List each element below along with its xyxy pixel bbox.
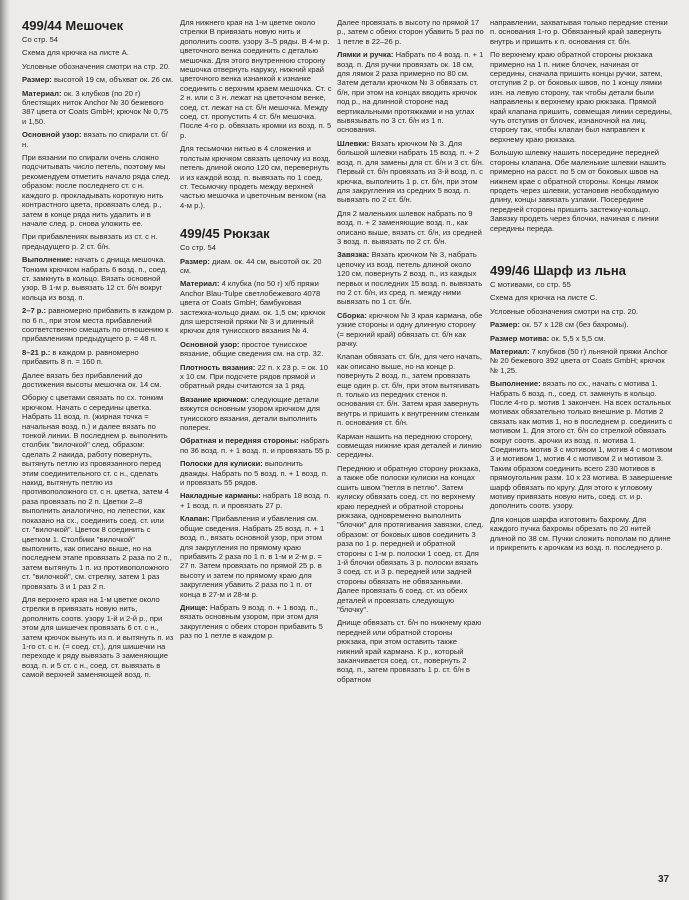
paragraph-lead: Материал:	[180, 279, 220, 289]
paragraph-lead: 8–21 р.:	[22, 347, 51, 357]
instruction-section	[337, 352, 484, 427]
instruction-paragraph	[22, 89, 174, 127]
paragraph-text: выполнить дважды. Набрать по 5 возд. п. + 1 возд. п. и провязать 55 рядов.	[180, 459, 328, 488]
paragraph-text: ок. 3 клубков (по 20 г) блестящих ниток Anchor № 30 бежевого 387 цвета от Coats GmbH; крючок № 0,75 и 1,50.	[22, 88, 169, 126]
paragraph-text: Днище обвязать ст. б/н по нижнему краю передней или обратной стороны рюкзака, при этом оставить также нижний край кармана. К р., который заканчивается соед. ст., повернуть 2 возд. п., затем провязать 1 р. ст. б/н в обратном	[337, 618, 482, 684]
instruction-paragraph	[180, 257, 332, 276]
instruction-paragraph	[22, 255, 174, 302]
instruction-paragraph	[490, 320, 674, 329]
paragraph-text: Набрать по 4 возд. п. + 1 возд. п. Для ручки провязать ок. 18 см, для лямок 2 раза примерно по 80 см. Затем детали крючком № 3 обвязать ст. б/н, при этом на концах вводить крючок под р., на длинной стороне над вертикальными протяжками и на углах вывязывать по 3 ст. б/н из 1 п. основания.	[337, 50, 484, 135]
pattern-subtitle: С мотивами, со стр. 55	[490, 279, 571, 289]
paragraph-lead: Плотность вязания:	[180, 362, 256, 372]
paragraph-text: ок. 57 х 128 см (без бахромы).	[522, 320, 629, 330]
paragraph-text: Для концов шарфа изготовить бахрому. Для каждого пучка бахромы обрезать по 20 нитей длиной по 38 см. Пучки сложить пополам по длине и прикрепить к арочкам из возд. п. последнего р.	[490, 514, 671, 553]
instruction-paragraph	[180, 279, 332, 335]
paragraph-lead: Размер:	[22, 75, 52, 85]
paragraph-text: Условные обозначения смотри на стр. 20.	[22, 61, 171, 71]
instruction-section	[337, 432, 484, 460]
paragraph-text: Вязать крючком № 3. Для большой шлевки набрать 15 возд. п. + 2 возд. п. для замены для ст. б/н и 3 ст. б/н. Первый ст. б/н провязать из 3-й возд. п. с крючка, выполнить 1 р. ст. б/н, при этом для закругления из средних 5 возд. п. вывязать по 2 ст. б/н.	[337, 138, 484, 205]
paragraph-text: вязать по сх., начать с мотива 1. Набрать 6 возд. п., соед. ст. замкнуть в кольцо. После 4-го р. мотив 1 закончен. На всех остальных мотивах обязательно только внешние р. Мотив 2 связать как мотив 1, но в последнем р. соединить с мотивом 1. Для этого ст. б/н со стрелкой обвязать вокруг соотв. арочки из возд. п. мотива 1. Соединить мотив 3 с мотивом 1, мотив 4 с мотивом 3 и мотивом 1, мотив 4 с мотивом 2 и мотивом 3. Таким образом соединить всего 230 мотивов в прямоугольник разм. 10 х 23 мотива. В завершение шарф обвязать по кругу. Для этого к угловому мотиву привязать новую нить, соед. ст. и р. дополнить соотв. узору.	[490, 379, 673, 511]
instruction-paragraph	[180, 340, 332, 359]
instruction-paragraph	[490, 379, 674, 511]
pattern-title-scarf: 499/46 Шарф из льна	[490, 262, 626, 278]
paragraph-text: Прибавления и убавления см. общие сведения. Набрать 25 возд. п. + 1 возд. п., вязать основной узор, при этом для закругления по прямому краю прибавить 2 раза по 1 п. в 1-м и 2-м р. = 27 п. Затем провязать по прямой 25 р. в высоту и затем по прямому краю для закругления убавить 2 раза по 1 п. от конца в 27-м и 28-м р.	[180, 514, 325, 599]
paragraph-text: набрать по 36 возд. п. + 1 возд. п. и провязать 55 р.	[180, 436, 332, 455]
instruction-paragraph	[490, 293, 674, 302]
paragraph-lead: Выполнение:	[22, 255, 73, 265]
paragraph-text: При прибавлениях вывязать из ст. с н. предыдущего р. 2 ст. б/н.	[22, 232, 158, 251]
paragraph-lead: 2–7 р.:	[22, 306, 47, 316]
instruction-paragraph	[22, 130, 174, 149]
instruction-paragraph	[22, 595, 174, 680]
section-heading: Лямки и ручка:	[337, 50, 394, 60]
paragraph-list	[22, 48, 174, 679]
instruction-paragraph	[490, 515, 674, 553]
section-heading: Завязка:	[337, 250, 370, 260]
pattern-title-bag: 499/44 Мешочек	[22, 18, 124, 33]
instruction-paragraph	[490, 50, 674, 144]
paragraph-lead: Материал:	[22, 88, 62, 98]
instruction-paragraph	[490, 307, 674, 316]
paragraph-text: направлении, захватывая только передние стенки п. основания 1-го р. Обвязанный край завернуть внутрь и пришить к п. основания ст. б/н.	[490, 18, 668, 46]
page-spine-shadow	[0, 0, 10, 900]
paragraph-lead: Накладные карманы:	[180, 491, 261, 501]
paragraph-list	[180, 257, 332, 641]
paragraph-text: Вязать крючком № 3, набрать цепочку из возд. петель длиной около 120 см, повернуть 2 возд. п., из каждых первых и последних 15 возд. п. вывязать по 2 ст. б/н, из сред. п. между ними вывязать по 1 ст. б/н.	[337, 250, 483, 307]
paragraph-lead: Клапан:	[180, 514, 210, 524]
paragraph-text: Для нижнего края на 1-м цветке около стрелки В привязать новую нить и дополнить соотв. узору 3–5 ряды. В 4-м р. цветочного венка соединить с деталью мешочка. Для этого внутреннюю сторону мешочка отвернуть наружу, нижний край цветочного венка изнанкой к изнанке соединить с верхним краем мешочка. Ст. с 2 н. или с 3 н. лежат на цветочном венке, соед. ст. лежат на ст. б/н мешочка. Между соед. ст. пропустить 4 ст. б/н мешочка. После 4-го р. обвязать кромки из возд. п. 5 р.	[180, 18, 332, 140]
column-4	[490, 18, 674, 557]
instruction-paragraph	[180, 144, 332, 210]
paragraph-text: крючком № 3 края кармана, обе узкие стороны и одну длинную сторону (= верхний край) обвязать ст. б/н как рачку.	[337, 310, 483, 348]
paragraph-text: 4 клубка (по 50 г) х/б пряжи Anchor Blau-Tulpe светлобежевого 4078 цвета от Coats GmbH; бамбуковая застежка-кольцо диам. ок. 1,5 см; крючок для шерстяной пряжи № 3 и длинный крючок для тунисского вязания № 4.	[180, 279, 326, 336]
instruction-paragraph	[180, 395, 332, 433]
instruction-paragraph	[180, 459, 332, 487]
paragraph-list	[490, 293, 674, 552]
paragraph-lead: Обратная и передняя стороны:	[180, 436, 299, 446]
paragraph-lead: Полоски для кулиски:	[180, 459, 263, 469]
instruction-paragraph	[22, 393, 174, 591]
paragraph-text: Карман нашить на переднюю сторону, совмещая нижние края деталей и линию середины.	[337, 431, 482, 460]
instruction-paragraph	[180, 363, 332, 391]
instruction-paragraph	[22, 153, 174, 228]
paragraph-list	[337, 18, 484, 46]
paragraph-text: Переднюю и обратную сторону рюкзака, а также обе полоски кулиски на концах сшить швом "петля в петлю". Затем кулиску обвязать соед. ст. по верхнему краю передней и обратной стороны рюкзака, одновременно выполнить "блочки" для протягивания завязки, след. образом: от боковых швов соединить 3 раза по 1 р. передней и обратной стороны с 1-м р. полоски 1 соед. ст. Для 1-й блочки обвязать 3 р. полоски вязать 3 соед. ст. и 3 р. передней или задней стороны обвязать не обвязанными. Далее провязать 6 соед. ст. из обеих деталей и провязать следующую "блочку".	[337, 463, 484, 614]
paragraph-text: следующие детали вяжутся основным узором крючком для тунисского вязания, детали выполнить поперек.	[180, 394, 321, 433]
paragraph-list	[180, 18, 332, 210]
pattern-title-backpack: 499/45 Рюкзак	[180, 226, 270, 242]
column-3	[337, 18, 484, 688]
paragraph-text: 22 п. х 23 р. = ок. 10 х 10 см. При подсчете рядов прямой и обратный ряды считаются за 1 ряд.	[180, 362, 328, 391]
instruction-paragraph	[22, 48, 174, 57]
instruction-paragraph	[22, 348, 174, 367]
section-list	[337, 50, 484, 684]
paragraph-text: Схема для крючка на листе С.	[490, 293, 598, 303]
instruction-paragraph	[490, 18, 674, 46]
instruction-paragraph	[22, 371, 174, 390]
paragraph-text: Далее вязать без прибавлений до достижения высоты мешочка ок. 14 см.	[22, 370, 162, 389]
pattern-subtitle: Со стр. 54	[22, 35, 58, 44]
instruction-paragraph	[22, 75, 174, 84]
paragraph-text: 7 клубков (50 г) льняной пряжи Anchor № 20 бежевого 392 цвета от Coats GmbH; крючок № 1,25.	[490, 346, 668, 375]
paragraph-text: При вязании по спирали очень сложно подсчитывать число петель, поэтому мы рекомендуем отметить начало ряда след. образом: после последнего ст. с н. каждого р. прокладывать короткую нить контрастного цвета, провязать след. р., затем в конце ряда нить удалить и в начале след. р. снова уложить ее.	[22, 153, 171, 228]
paragraph-lead: Размер:	[180, 256, 210, 266]
paragraph-text: Для тесьмочки нитью в 4 сложения и толстым крючком связать цепочку из возд. петель длиной около 120 см, перевернуть и из каждой возд. п. вывязать по 1 соед. ст. Тесьмочку продеть между верхней частью мешочка и цветочным венком (на 4-м р.).	[180, 144, 331, 210]
paragraph-text: Большую шлевку нашить посередине передней стороны клапана. Обе маленькие шлевки нашить примерно на расст. по 5 см от боковых швов на нижнем крае с обратной стороны. Концы лямок продеть через шлевки, установив необходимую длину, концы завязать узлами. Посередине передней стороны пришить застежку-кольцо. Завязку продеть через блочки, начиная с линии середины переда.	[490, 148, 666, 233]
paragraph-text: равномерно прибавить в каждом р. по 6 п., при этом места прибавлений соответственно смещать по отношению к прибавлениям предыдущего р. = 48 п.	[22, 306, 174, 344]
paragraph-lead: Днище:	[180, 602, 208, 612]
paragraph-lead: Выполнение:	[490, 379, 541, 389]
paragraph-lead: Размер:	[490, 320, 520, 330]
paragraph-lead: Основной узор:	[22, 130, 82, 140]
paragraph-text: Оборку с цветами связать по сх. тонким крючком. Начать с середины цветка. Набрать 11 возд. п. (жирная точка = начальная возд. п.) и далее вязать по тонкой линии. В последнем р. выполнить столбик "вилочкой" след. образом: сделать 2 накида, работу повернуть, вытянуть петлю из провязанного перед этим соединительного ст. с н., сделать накид, вытянуть петлю из противоположного ст. с н. цветка, затем 4 раза провязать по 2 п. Цветки 2–8 выполнить аналогично, но лепестки, как показано на сх., соединить соед. ст. или ст. "вилочкой". Цветок 8 соединить с цветком 1. Столбики "вилочкой" выполнить, как описано выше, но на последнем этапе провязать 2 раза по 2 п., затем вытянуть 1 п. из противоположного ст. "вилочкой", см. стрелку, затем 1 раз провязать 3 и 1 раз 2 п.	[22, 393, 172, 591]
instruction-section	[337, 311, 484, 349]
paragraph-text: начать с днища мешочка. Тонким крючком набрать 6 возд. п., соед. ст. замкнуть в кольцо. Вязать основной узор. В 1-м р. вывязать 12 ст. б/н вокруг кольца из возд. п.	[22, 255, 168, 302]
instruction-paragraph	[22, 306, 174, 344]
column-1	[22, 18, 174, 684]
instruction-section	[337, 618, 484, 684]
paragraph-text: По верхнему краю обратной стороны рюкзака примерно на 1 п. ниже блочек, начиная от середины, сначала пришить концы ручки, затем, отступив 2 р. от боковых швов, по 1 концу лямки изн. на левую сторону, так чтобы детали были направлены к верхнему краю рюкзака. Прямой край клапана пришить, совмещая линии середины, чуть отступив от блочек, изнаночной на лиц. сторону так, чтобы клапан был направлен к верхнему краю рюкзака.	[490, 50, 672, 144]
instruction-section	[337, 250, 484, 306]
instruction-paragraph	[180, 514, 332, 599]
section-heading: Шлевки:	[337, 138, 370, 148]
instruction-paragraph	[180, 18, 332, 140]
instruction-paragraph	[22, 232, 174, 251]
instruction-section	[337, 209, 484, 247]
pattern-subtitle: Со стр. 54	[180, 243, 216, 253]
column-2	[180, 18, 332, 645]
paragraph-text: вязать по спирали ст. б/н.	[22, 130, 168, 149]
section-heading: Сборка:	[337, 310, 367, 320]
instruction-paragraph	[490, 334, 674, 343]
instruction-section	[337, 464, 484, 615]
paragraph-lead: Основной узор:	[180, 339, 240, 349]
paragraph-text: Клапан обвязать ст. б/н, для чего начать, как описано выше, но на конце р. повернуть 2 возд. п., затем провязать еще один р. ст. б/н, при этом вытягивать п. только из передних стенок п. основания ст. б/н. Затем края завернуть внутрь и пришить к внутренним стенкам п. основания ст. б/н.	[337, 352, 482, 428]
instruction-paragraph	[490, 347, 674, 375]
paragraph-text: простое тунисское вязание, общие сведения см. на стр. 32.	[180, 339, 324, 359]
paragraph-text: в каждом р. равномерно прибавить 8 п. = 160 п.	[22, 347, 139, 367]
paragraph-text: Схема для крючка на листе А.	[22, 48, 129, 58]
paragraph-lead: Материал:	[490, 346, 530, 356]
paragraph-text: высотой 19 см, объхват ок. 26 см.	[54, 75, 174, 85]
paragraph-text: Набрать 9 возд. п. + 1 возд. п., вязать основным узором, при этом для закругления с обеих сторон прибавить 5 раз по 1 петле в каждом р.	[180, 602, 323, 641]
paragraph-text: ок. 5,5 х 5,5 см.	[551, 333, 606, 343]
instruction-paragraph	[180, 436, 332, 455]
instruction-paragraph	[22, 62, 174, 71]
page-number: 37	[658, 874, 670, 885]
paragraph-text: Условные обозначения смотри на стр. 20.	[490, 306, 639, 316]
instruction-paragraph	[180, 491, 332, 510]
instruction-section	[337, 139, 484, 205]
paragraph-text: набрать 18 возд. п. + 1 возд. п. и провязать 27 р.	[180, 491, 331, 510]
instruction-paragraph	[180, 603, 332, 641]
instruction-section	[337, 50, 484, 135]
instruction-paragraph	[490, 148, 674, 233]
paragraph-text: Для верхнего края на 1-м цветке около стрелки в привязать новую нить, дополнить соотв. узору 1-й и 2-й р., при этом для шишечек провязать 6 ст. с н., затем крючок вынуть из п. и вытянуть п. из 1-го ст. с н. (= соед. ст.), для шишечки на переходе к ряду вывязать 3 заменяющие возд. п. и 5 ст. с н., соед. ст. вывязать в самой верхней заменяющей возд. п.	[22, 594, 174, 680]
paragraph-lead: Вязание крючком:	[180, 394, 249, 404]
instruction-paragraph	[337, 18, 484, 46]
paragraph-lead: Размер мотива:	[490, 333, 550, 343]
paragraph-text: Для 2 маленьких шлевок набрать по 9 возд. п. + 2 заменяющие возд. п., как описано выше, вязать ст. б/н, из средней 3 возд. п. вывязать по 2 ст. б/н.	[337, 208, 482, 246]
paragraph-text: диам. ок. 44 см, высотой ок. 20 см.	[180, 256, 322, 275]
paragraph-text: Далее провязать в высоту по прямой 17 р., затем с обеих сторон убавить 5 раз по 1 петле в 22–26 р.	[337, 18, 484, 46]
paragraph-list	[490, 18, 674, 233]
